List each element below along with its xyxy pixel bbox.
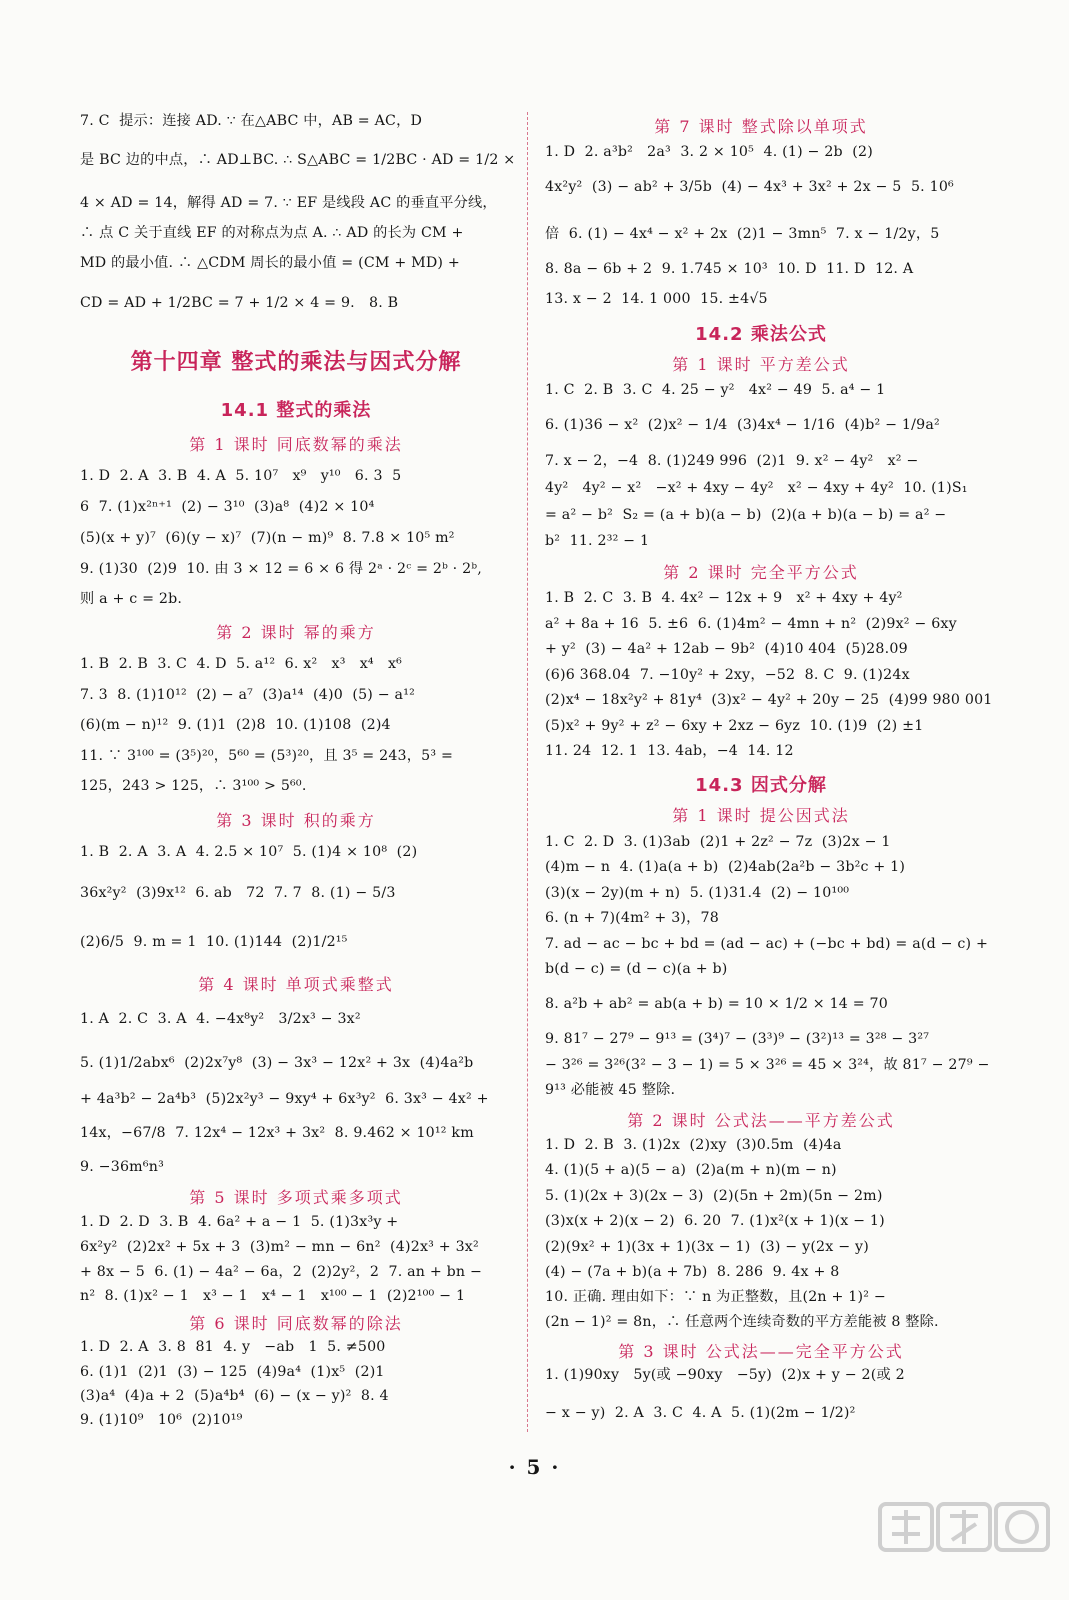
answer-line: 7. 3 8. (1)10¹² (2) − a⁷ (3)a¹⁴ (4)0 (5) − a¹² bbox=[80, 687, 415, 703]
answer-line: a² + 8a + 16 5. ±6 6. (1)4m² − 4mn + n² (2)9x² − 6xy bbox=[545, 616, 957, 632]
answer-line: (3)x(x + 2)(x − 2) 6. 20 7. (1)x²(x + 1)(x − 1) bbox=[545, 1213, 885, 1229]
answer-line: 9¹³ 必能被 45 整除. bbox=[545, 1082, 676, 1098]
answer-line: 1. C 2. D 3. (1)3ab (2)1 + 2z² − 7z (3)2x − 1 bbox=[545, 834, 891, 850]
answer-line: 36x²y² (3)9x¹² 6. ab 72 7. 7 8. (1) − 5/3 bbox=[80, 885, 396, 901]
answer-line: b² 11. 2³² − 1 bbox=[545, 533, 650, 549]
answer-line: 是 BC 边的中点，∴ AD⊥BC. ∴ S△ABC = 1/2BC · AD = 1/2 × bbox=[80, 152, 516, 168]
answer-line: − x − y) 2. A 3. C 4. A 5. (1)(2m − 1/2)² bbox=[545, 1405, 856, 1421]
answer-line: MD 的最小值. ∴ △CDM 周长的最小值 = (CM + MD) + bbox=[80, 255, 460, 271]
answer-line: 1. B 2. C 3. B 4. 4x² − 12x + 9 x² + 4xy + 4y² bbox=[545, 590, 903, 606]
answer-line: 1. D 2. A 3. 8 81 4. y −ab 1 5. ≠500 bbox=[80, 1339, 386, 1355]
answer-line: 1. D 2. A 3. B 4. A 5. 10⁷ x⁹ y¹⁰ 6. 3 5 bbox=[80, 468, 402, 484]
answer-line: b(d − c) = (d − c)(a + b) bbox=[545, 961, 728, 977]
lesson-title: 第 3 课时 积的乘方 bbox=[216, 811, 376, 830]
answer-line: 1. (1)90xy 5y(或 −90xy −5y) (2)x + y − 2(或 2 bbox=[545, 1367, 905, 1383]
answer-line: − 3²⁶ = 3²⁶(3² − 3 − 1) = 5 × 3²⁶ = 45 × 3²⁴，故 81⁷ − 27⁹ − bbox=[545, 1057, 990, 1073]
answer-line: n² 8. (1)x² − 1 x³ − 1 x⁴ − 1 x¹⁰⁰ − 1 (2)2¹⁰⁰ − 1 bbox=[80, 1288, 466, 1304]
answer-line: 7. ad − ac − bc + bd = (ad − ac) + (−bc + bd) = a(d − c) + bbox=[545, 936, 989, 952]
answer-line: 6. (1)36 − x² (2)x² − 1/4 (3)4x⁴ − 1/16 (4)b² − 1/9a² bbox=[545, 417, 940, 433]
answer-line: 9. (1)30 (2)9 10. 由 3 × 12 = 6 × 6 得 2ᵃ · 2ᶜ = 2ᵇ · 2ᵇ, bbox=[80, 561, 482, 577]
answer-line: (6)(m − n)¹² 9. (1)1 (2)8 10. (1)108 (2)4 bbox=[80, 717, 391, 733]
answer-line: (4)m − n 4. (1)a(a + b) (2)4ab(2a²b − 3b²c + 1) bbox=[545, 859, 906, 875]
answer-line: (2)(9x² + 1)(3x + 1)(3x − 1) (3) − y(2x − y) bbox=[545, 1239, 869, 1255]
answer-line: 6 7. (1)x²ⁿ⁺¹ (2) − 3¹⁰ (3)a⁸ (4)2 × 10⁴ bbox=[80, 499, 375, 515]
answer-line: 10. 正确. 理由如下：∵ n 为正整数，且(2n + 1)² − bbox=[545, 1289, 886, 1305]
answer-line: 7. C 提示：连接 AD. ∵ 在△ABC 中，AB = AC，D bbox=[80, 113, 423, 129]
answer-line: 1. D 2. D 3. B 4. 6a² + a − 1 5. (1)3x³y + bbox=[80, 1214, 399, 1230]
answer-line: (4) − (7a + b)(a + 7b) 8. 286 9. 4x + 8 bbox=[545, 1264, 840, 1280]
answer-line: 1. D 2. B 3. (1)2x (2)xy (3)0.5m (4)4a bbox=[545, 1137, 842, 1153]
answer-line: (5)x² + 9y² + z² − 6xy + 2xz − 6yz 10. (1)9 (2) ±1 bbox=[545, 718, 924, 734]
answer-line: 13. x − 2 14. 1 000 15. ±4√5 bbox=[545, 291, 768, 307]
lesson-title: 第 2 课时 幂的乘方 bbox=[216, 623, 376, 642]
answer-line: (3)a⁴ (4)a + 2 (5)a⁴b⁴ (6) − (x − y)² 8. 4 bbox=[80, 1388, 389, 1404]
answer-line: 5. (1)(2x + 3)(2x − 3) (2)(5n + 2m)(5n − 2m) bbox=[545, 1188, 883, 1204]
answer-line: 倍 6. (1) − 4x⁴ − x² + 2x (2)1 − 3mn⁵ 7. x − 1/2y，5 bbox=[545, 226, 940, 242]
answer-line: ∴ 点 C 关于直线 EF 的对称点为点 A. ∴ AD 的长为 CM + bbox=[80, 225, 464, 241]
answer-line: (3)(x − 2y)(m + n) 5. (1)31.4 (2) − 10¹⁰⁰ bbox=[545, 885, 850, 901]
answer-line: 8. 8a − 6b + 2 9. 1.745 × 10³ 10. D 11. D 12. A bbox=[545, 261, 914, 277]
lesson-title: 第 3 课时 公式法——完全平方公式 bbox=[618, 1342, 904, 1361]
answer-line: (5)(x + y)⁷ (6)(y − x)⁷ (7)(n − m)⁹ 8. 7.8 × 10⁵ m² bbox=[80, 530, 455, 546]
answer-line: 1. B 2. A 3. A 4. 2.5 × 10⁷ 5. (1)4 × 10⁸ (2) bbox=[80, 844, 418, 860]
answer-line: 4y² 4y² − x² −x² + 4xy − 4y² x² − 4xy + 4y² 10. (1)S₁ bbox=[545, 480, 968, 496]
section-title: 14.3 因式分解 bbox=[695, 775, 827, 796]
lesson-title: 第 6 课时 同底数幂的除法 bbox=[189, 1314, 403, 1333]
page-number: · 5 · bbox=[508, 1455, 561, 1479]
answer-line: + 4a³b² − 2a⁴b³ (5)2x²y³ − 9xy⁴ + 6x³y² 6. 3x³ − 4x² + bbox=[80, 1091, 489, 1107]
answer-line: 1. D 2. a³b² 2a³ 3. 2 × 10⁵ 4. (1) − 2b (2) bbox=[545, 144, 873, 160]
column-divider bbox=[527, 112, 528, 1432]
answer-line: 4 × AD = 14，解得 AD = 7. ∵ EF 是线段 AC 的垂直平分线， bbox=[80, 195, 497, 211]
answer-line: 6. (1)1 (2)1 (3) − 125 (4)9a⁴ (1)x⁵ (2)1 bbox=[80, 1364, 385, 1380]
section-title: 14.2 乘法公式 bbox=[695, 324, 827, 345]
lesson-title: 第 7 课时 整式除以单项式 bbox=[654, 117, 868, 136]
answer-line: CD = AD + 1/2BC = 7 + 1/2 × 4 = 9. 8. B bbox=[80, 295, 399, 311]
answer-line: 4. (1)(5 + a)(5 − a) (2)a(m + n)(m − n) bbox=[545, 1162, 837, 1178]
answer-line: 6x²y² (2)2x² + 5x + 3 (3)m² − mn − 6n² (4)2x³ + 3x² bbox=[80, 1239, 479, 1255]
answer-line: (2)x⁴ − 18x²y² + 81y⁴ (3)x² − 4y² + 20y − 25 (4)99 980 001 bbox=[545, 692, 993, 708]
lesson-title: 第 2 课时 公式法——平方差公式 bbox=[627, 1111, 895, 1130]
answer-line: = a² − b² S₂ = (a + b)(a − b) (2)(a + b)(a − b) = a² − bbox=[545, 507, 947, 523]
lesson-title: 第 5 课时 多项式乘多项式 bbox=[189, 1188, 403, 1207]
answer-line: (2)6/5 9. m = 1 10. (1)144 (2)1/2¹⁵ bbox=[80, 934, 348, 950]
lesson-title: 第 2 课时 完全平方公式 bbox=[663, 563, 859, 582]
answer-line: + y² (3) − 4a² + 12ab − 9b² (4)10 404 (5)28.09 bbox=[545, 641, 908, 657]
answer-line: 则 a + c = 2b. bbox=[80, 591, 183, 607]
lesson-title: 第 1 课时 平方差公式 bbox=[672, 355, 850, 374]
answer-line: 1. B 2. B 3. C 4. D 5. a¹² 6. x² x³ x⁴ x⁶ bbox=[80, 656, 403, 672]
lesson-title: 第 4 课时 单项式乘整式 bbox=[198, 975, 394, 994]
answer-line: 9. (1)10⁹ 10⁶ (2)10¹⁹ bbox=[80, 1412, 243, 1428]
answer-line: 8. a²b + ab² = ab(a + b) = 10 × 1/2 × 14 = 70 bbox=[545, 996, 888, 1012]
answer-line: (2n − 1)² = 8n，∴ 任意两个连续奇数的平方差能被 8 整除. bbox=[545, 1314, 939, 1330]
answer-line: 125，243 > 125，∴ 3¹⁰⁰ > 5⁶⁰. bbox=[80, 778, 307, 794]
answer-line: 9. −36m⁶n³ bbox=[80, 1159, 164, 1175]
answer-line: 6. (n + 7)(4m² + 3)，78 bbox=[545, 910, 719, 926]
answer-line: 14x，−67/8 7. 12x⁴ − 12x³ + 3x² 8. 9.462 × 10¹² km bbox=[80, 1125, 474, 1141]
answer-line: 5. (1)1/2abx⁶ (2)2x⁷y⁸ (3) − 3x³ − 12x² + 3x (4)4a²b bbox=[80, 1055, 474, 1071]
answer-line: 9. 81⁷ − 27⁹ − 9¹³ = (3⁴)⁷ − (3³)⁹ − (3²)¹³ = 3²⁸ − 3²⁷ bbox=[545, 1031, 930, 1047]
chapter-title: 第十四章 整式的乘法与因式分解 bbox=[130, 350, 462, 375]
answer-line: 11. 24 12. 1 13. 4ab，−4 14. 12 bbox=[545, 743, 794, 759]
answer-line: + 8x − 5 6. (1) − 4a² − 6a，2 (2)2y²，2 7. an + bn − bbox=[80, 1264, 483, 1280]
answer-line: 4x²y² (3) − ab² + 3/5b (4) − 4x³ + 3x² + 2x − 5 5. 10⁶ bbox=[545, 179, 954, 195]
lesson-title: 第 1 课时 同底数幂的乘法 bbox=[189, 435, 403, 454]
lesson-title: 第 1 课时 提公因式法 bbox=[672, 806, 850, 825]
answer-line: 7. x − 2，−4 8. (1)249 996 (2)1 9. x² − 4y² x² − bbox=[545, 453, 919, 469]
section-title: 14.1 整式的乘法 bbox=[220, 400, 372, 421]
answer-line: 1. C 2. B 3. C 4. 25 − y² 4x² − 49 5. a⁴ − 1 bbox=[545, 382, 886, 398]
answer-line: 11. ∵ 3¹⁰⁰ = (3⁵)²⁰，5⁶⁰ = (5³)²⁰，且 3⁵ = 243，5³ = bbox=[80, 748, 454, 764]
watermark-logo-graphic bbox=[870, 1500, 1060, 1592]
answer-line: 1. A 2. C 3. A 4. −4x⁸y² 3/2x³ − 3x² bbox=[80, 1011, 361, 1027]
answer-line: (6)6 368.04 7. −10y² + 2xy，−52 8. C 9. (1)24x bbox=[545, 667, 910, 683]
watermark-logo bbox=[870, 1500, 1060, 1592]
